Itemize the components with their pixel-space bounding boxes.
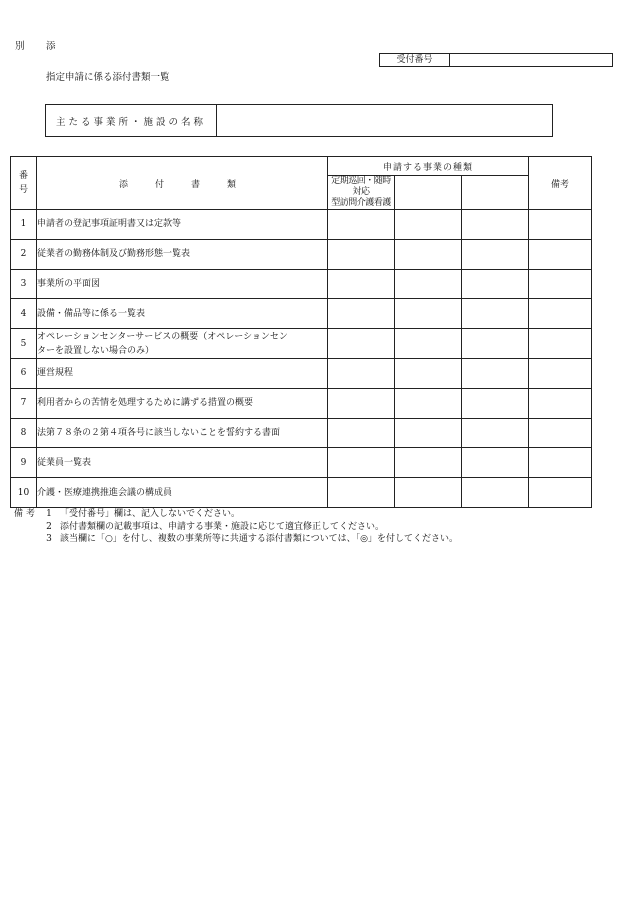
row-service-cell[interactable] <box>395 388 462 418</box>
attachments-table <box>10 156 592 508</box>
table-row <box>11 239 592 269</box>
row-service-cell[interactable] <box>462 448 529 478</box>
row-number: 2 <box>11 239 37 269</box>
row-service-cell[interactable] <box>462 358 529 388</box>
note-number: 2 <box>46 521 52 532</box>
row-document: 法第７８条の２第４項各号に該当しないことを誓約する書面 <box>37 418 328 448</box>
row-service-cell[interactable] <box>462 388 529 418</box>
header-remarks: 備考 <box>529 157 592 210</box>
row-document: 運営規程 <box>37 358 328 388</box>
row-number: 6 <box>11 358 37 388</box>
row-number: 7 <box>11 388 37 418</box>
table-row <box>11 388 592 418</box>
note-item <box>14 533 458 546</box>
appendix-label: 別 添 <box>15 41 62 52</box>
row-service-cell[interactable] <box>395 478 462 508</box>
row-service-cell[interactable] <box>328 448 395 478</box>
row-service-cell[interactable] <box>462 239 529 269</box>
table-row <box>11 418 592 448</box>
row-number: 8 <box>11 418 37 448</box>
row-service-cell[interactable] <box>328 478 395 508</box>
row-document: 従業員一覧表 <box>37 448 328 478</box>
facility-name-label: 主たる事業所・施設の名称 <box>46 105 217 136</box>
header-number-line-1: 番 <box>18 171 28 181</box>
row-service-cell[interactable] <box>462 418 529 448</box>
service-type-line-2: 型訪問介護看護 <box>331 198 391 208</box>
row-remarks-cell[interactable] <box>529 418 592 448</box>
note-text: 該当欄に「○」を付し、複数の事業所等に共通する添付書類については、「◎」を付してください。 <box>60 534 459 544</box>
table-row <box>11 299 592 329</box>
row-service-cell[interactable] <box>395 358 462 388</box>
row-service-cell[interactable] <box>395 448 462 478</box>
row-remarks-cell[interactable] <box>529 448 592 478</box>
facility-name-field[interactable] <box>217 105 552 136</box>
table-row <box>11 269 592 299</box>
row-remarks-cell[interactable] <box>529 269 592 299</box>
row-service-cell[interactable] <box>328 299 395 329</box>
note-item <box>14 508 458 521</box>
table-row <box>11 210 592 240</box>
note-number: 1 <box>46 509 52 519</box>
note-text: 添付書類欄の記載事項は、申請する事業・施設に応じて適宜修正してください。 <box>60 521 385 532</box>
notes-section <box>14 508 458 546</box>
receipt-number-box <box>379 53 613 67</box>
row-remarks-cell[interactable] <box>529 210 592 240</box>
row-service-cell[interactable] <box>328 210 395 240</box>
row-document-line-1: オペレーションセンターサービスの概要（オペレーションセン <box>37 331 288 342</box>
row-service-cell[interactable] <box>462 299 529 329</box>
row-service-cell[interactable] <box>395 269 462 299</box>
row-service-cell[interactable] <box>328 269 395 299</box>
table-row <box>11 358 592 388</box>
notes-heading: 備考 <box>14 509 39 519</box>
row-remarks-cell[interactable] <box>529 478 592 508</box>
row-service-cell[interactable] <box>395 329 462 359</box>
header-number-line-2: 号 <box>18 185 28 195</box>
row-number: 3 <box>11 269 37 299</box>
row-service-cell[interactable] <box>328 358 395 388</box>
table-row <box>11 478 592 508</box>
service-type-line-1: 定期巡回・随時対応 <box>331 176 391 197</box>
row-service-cell[interactable] <box>462 329 529 359</box>
note-item <box>14 521 458 534</box>
row-document: 申請者の登記事項証明書又は定款等 <box>37 210 328 240</box>
row-document: 事業所の平面図 <box>37 269 328 299</box>
row-service-cell[interactable] <box>462 210 529 240</box>
row-document <box>37 329 328 359</box>
row-document: 介護・医療連携推進会議の構成員 <box>37 478 328 508</box>
row-service-cell[interactable] <box>395 299 462 329</box>
row-number: 1 <box>11 210 37 240</box>
receipt-number-field[interactable] <box>450 54 612 66</box>
row-service-cell[interactable] <box>395 239 462 269</box>
row-number: 5 <box>11 329 37 359</box>
note-number: 3 <box>46 534 52 544</box>
row-service-cell[interactable] <box>328 329 395 359</box>
row-service-cell[interactable] <box>328 388 395 418</box>
row-document: 設備・備品等に係る一覧表 <box>37 299 328 329</box>
row-service-cell[interactable] <box>462 478 529 508</box>
header-service-type-3 <box>462 176 529 210</box>
row-service-cell[interactable] <box>328 239 395 269</box>
row-remarks-cell[interactable] <box>529 388 592 418</box>
header-number <box>11 157 37 210</box>
row-document-line-2: ターを設置しない場合のみ） <box>37 345 155 356</box>
row-service-cell[interactable] <box>462 269 529 299</box>
row-service-cell[interactable] <box>328 418 395 448</box>
row-number: 9 <box>11 448 37 478</box>
table-row <box>11 329 592 359</box>
header-documents: 添 付 書 類 <box>37 157 328 210</box>
row-remarks-cell[interactable] <box>529 329 592 359</box>
facility-name-box <box>45 104 553 137</box>
row-number: 4 <box>11 299 37 329</box>
header-service-type-1 <box>328 176 395 210</box>
row-service-cell[interactable] <box>395 210 462 240</box>
row-number: 10 <box>11 478 37 508</box>
document-title: 指定申請に係る添付書類一覧 <box>46 72 170 83</box>
row-remarks-cell[interactable] <box>529 239 592 269</box>
note-text: 「受付番号」欄は、記入しないでください。 <box>60 509 241 519</box>
row-service-cell[interactable] <box>395 418 462 448</box>
table-row <box>11 448 592 478</box>
header-service-group: 申請する事業の種類 <box>328 157 529 176</box>
row-document: 利用者からの苦情を処理するために講ずる措置の概要 <box>37 388 328 418</box>
row-remarks-cell[interactable] <box>529 358 592 388</box>
receipt-number-label: 受付番号 <box>380 54 450 66</box>
row-document: 従業者の勤務体制及び勤務形態一覧表 <box>37 239 328 269</box>
row-remarks-cell[interactable] <box>529 299 592 329</box>
header-service-type-2 <box>395 176 462 210</box>
